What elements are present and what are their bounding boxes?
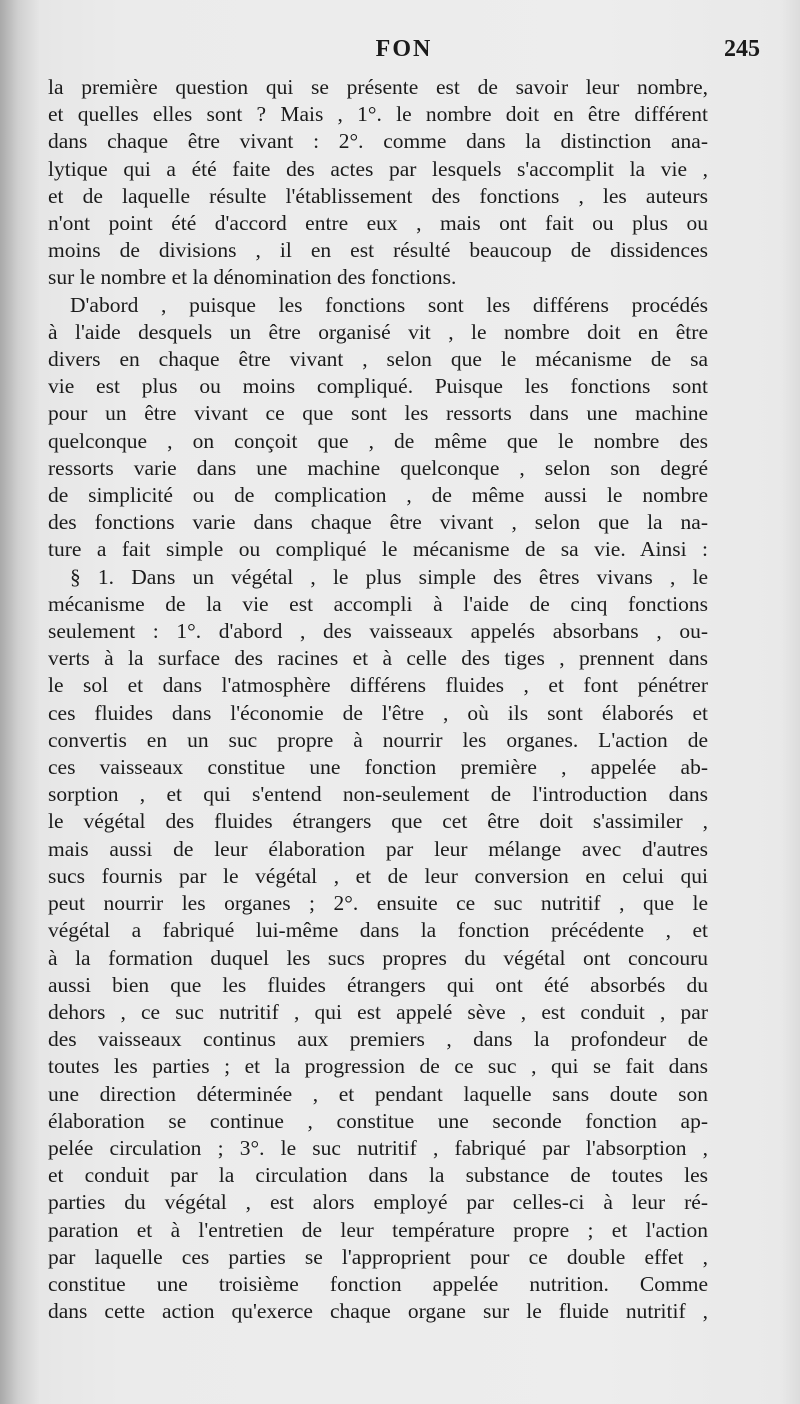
text-line: une direction déterminée , et pendant laquelle sans doute son	[48, 1081, 708, 1106]
text-line: dans chaque être vivant : 2°. comme dans la distinction ana-	[48, 129, 708, 154]
text-line: vie est plus ou moins compliqué. Puisque les fonctions sont	[48, 374, 708, 399]
text-line: divers en chaque être vivant , selon que le mécanisme de sa	[48, 347, 708, 372]
text-line: et conduit par la circulation dans la substance de toutes les	[48, 1163, 708, 1188]
text-line: verts à la surface des racines et à celle des tiges , prennent dans	[48, 646, 708, 671]
text-line: constitue une troisième fonction appelée nutrition. Comme	[48, 1271, 708, 1296]
text-line: végétal a fabriqué lui-même dans la fonction précédente , et	[48, 918, 708, 943]
text-line: pelée circulation ; 3°. le suc nutritif , fabriqué par l'absorption ,	[48, 1135, 708, 1160]
text-line: aussi bien que les fluides étrangers qui ont été absorbés du	[48, 972, 708, 997]
running-head: FON	[375, 36, 433, 62]
text-line: dans cette action qu'exerce chaque organe sur le fluide nutritif ,	[48, 1299, 708, 1324]
text-line: ressorts varie dans une machine quelconque , selon son degré	[48, 455, 708, 480]
text-line: et quelles elles sont ? Mais , 1°. le nombre doit en être différent	[48, 102, 708, 127]
text-line: quelconque , on conçoit que , de même que le nombre des	[48, 428, 708, 453]
text-line: pour un être vivant ce que sont les ressorts dans une machine	[48, 401, 708, 426]
text-line: le sol et dans l'atmosphère différens fluides , et font pénétrer	[48, 673, 708, 698]
text-line: à la formation duquel les sucs propres du végétal ont concouru	[48, 945, 708, 970]
text-line: ces fluides dans l'économie de l'être , où ils sont élaborés et	[48, 700, 708, 725]
text-line: sorption , et qui s'entend non-seulement de l'introduction dans	[48, 782, 708, 807]
text-line: mais aussi de leur élaboration par leur mélange avec d'autres	[48, 836, 708, 861]
text-line: de simplicité ou de complication , de même aussi le nombre	[48, 483, 708, 508]
text-line: peut nourrir les organes ; 2°. ensuite ce suc nutritif , que le	[48, 891, 708, 916]
text-line: par laquelle ces parties se l'approprient pour ce double effet ,	[48, 1244, 708, 1269]
text-line: toutes les parties ; et la progression de ce suc , qui se fait dans	[48, 1054, 708, 1079]
text-line: D'abord , puisque les fonctions sont les différens procédés	[70, 292, 708, 317]
text-line: ture a fait simple ou compliqué le mécanisme de sa vie. Ainsi :	[48, 537, 708, 562]
text-line: des vaisseaux continus aux premiers , dans la profondeur de	[48, 1027, 708, 1052]
text-line: à l'aide desquels un être organisé vit , le nombre doit en être	[48, 319, 708, 344]
page-header	[48, 36, 760, 70]
body-text	[48, 74, 708, 1325]
text-line: ces vaisseaux constitue une fonction première , appelée ab-	[48, 755, 708, 780]
text-line: § 1. Dans un végétal , le plus simple des êtres vivans , le	[70, 564, 708, 589]
text-line: convertis en un suc propre à nourrir les organes. L'action de	[48, 727, 708, 752]
text-line: mécanisme de la vie est accompli à l'aide de cinq fonctions	[48, 591, 708, 616]
text-line: et de laquelle résulte l'établissement des fonctions , les auteurs	[48, 183, 708, 208]
text-line: parties du végétal , est alors employé par celles-ci à leur ré-	[48, 1190, 708, 1215]
text-line: sucs fournis par le végétal , et de leur conversion en celui qui	[48, 863, 708, 888]
text-line: sur le nombre et la dénomination des fonctions.	[48, 265, 457, 290]
text-line: moins de divisions , il en est résulté beaucoup de dissidences	[48, 238, 708, 263]
text-line: le végétal des fluides étrangers que cet être doit s'assimiler ,	[48, 809, 708, 834]
text-line: dehors , ce suc nutritif , qui est appelé sève , est conduit , par	[48, 999, 708, 1024]
text-line: lytique qui a été faite des actes par lesquels s'accomplit la vie ,	[48, 156, 708, 181]
text-line: élaboration se continue , constitue une seconde fonction ap-	[48, 1108, 708, 1133]
text-line: la première question qui se présente est de savoir leur nombre,	[48, 75, 708, 99]
text-line: des fonctions varie dans chaque être vivant , selon que la na-	[48, 510, 708, 535]
text-line: seulement : 1°. d'abord , des vaisseaux appelés absorbans , ou-	[48, 619, 708, 644]
text-line: paration et à l'entretien de leur température propre ; et l'action	[48, 1217, 708, 1242]
text-line: n'ont point été d'accord entre eux , mais ont fait ou plus ou	[48, 211, 708, 236]
page-number: 245	[724, 36, 760, 62]
